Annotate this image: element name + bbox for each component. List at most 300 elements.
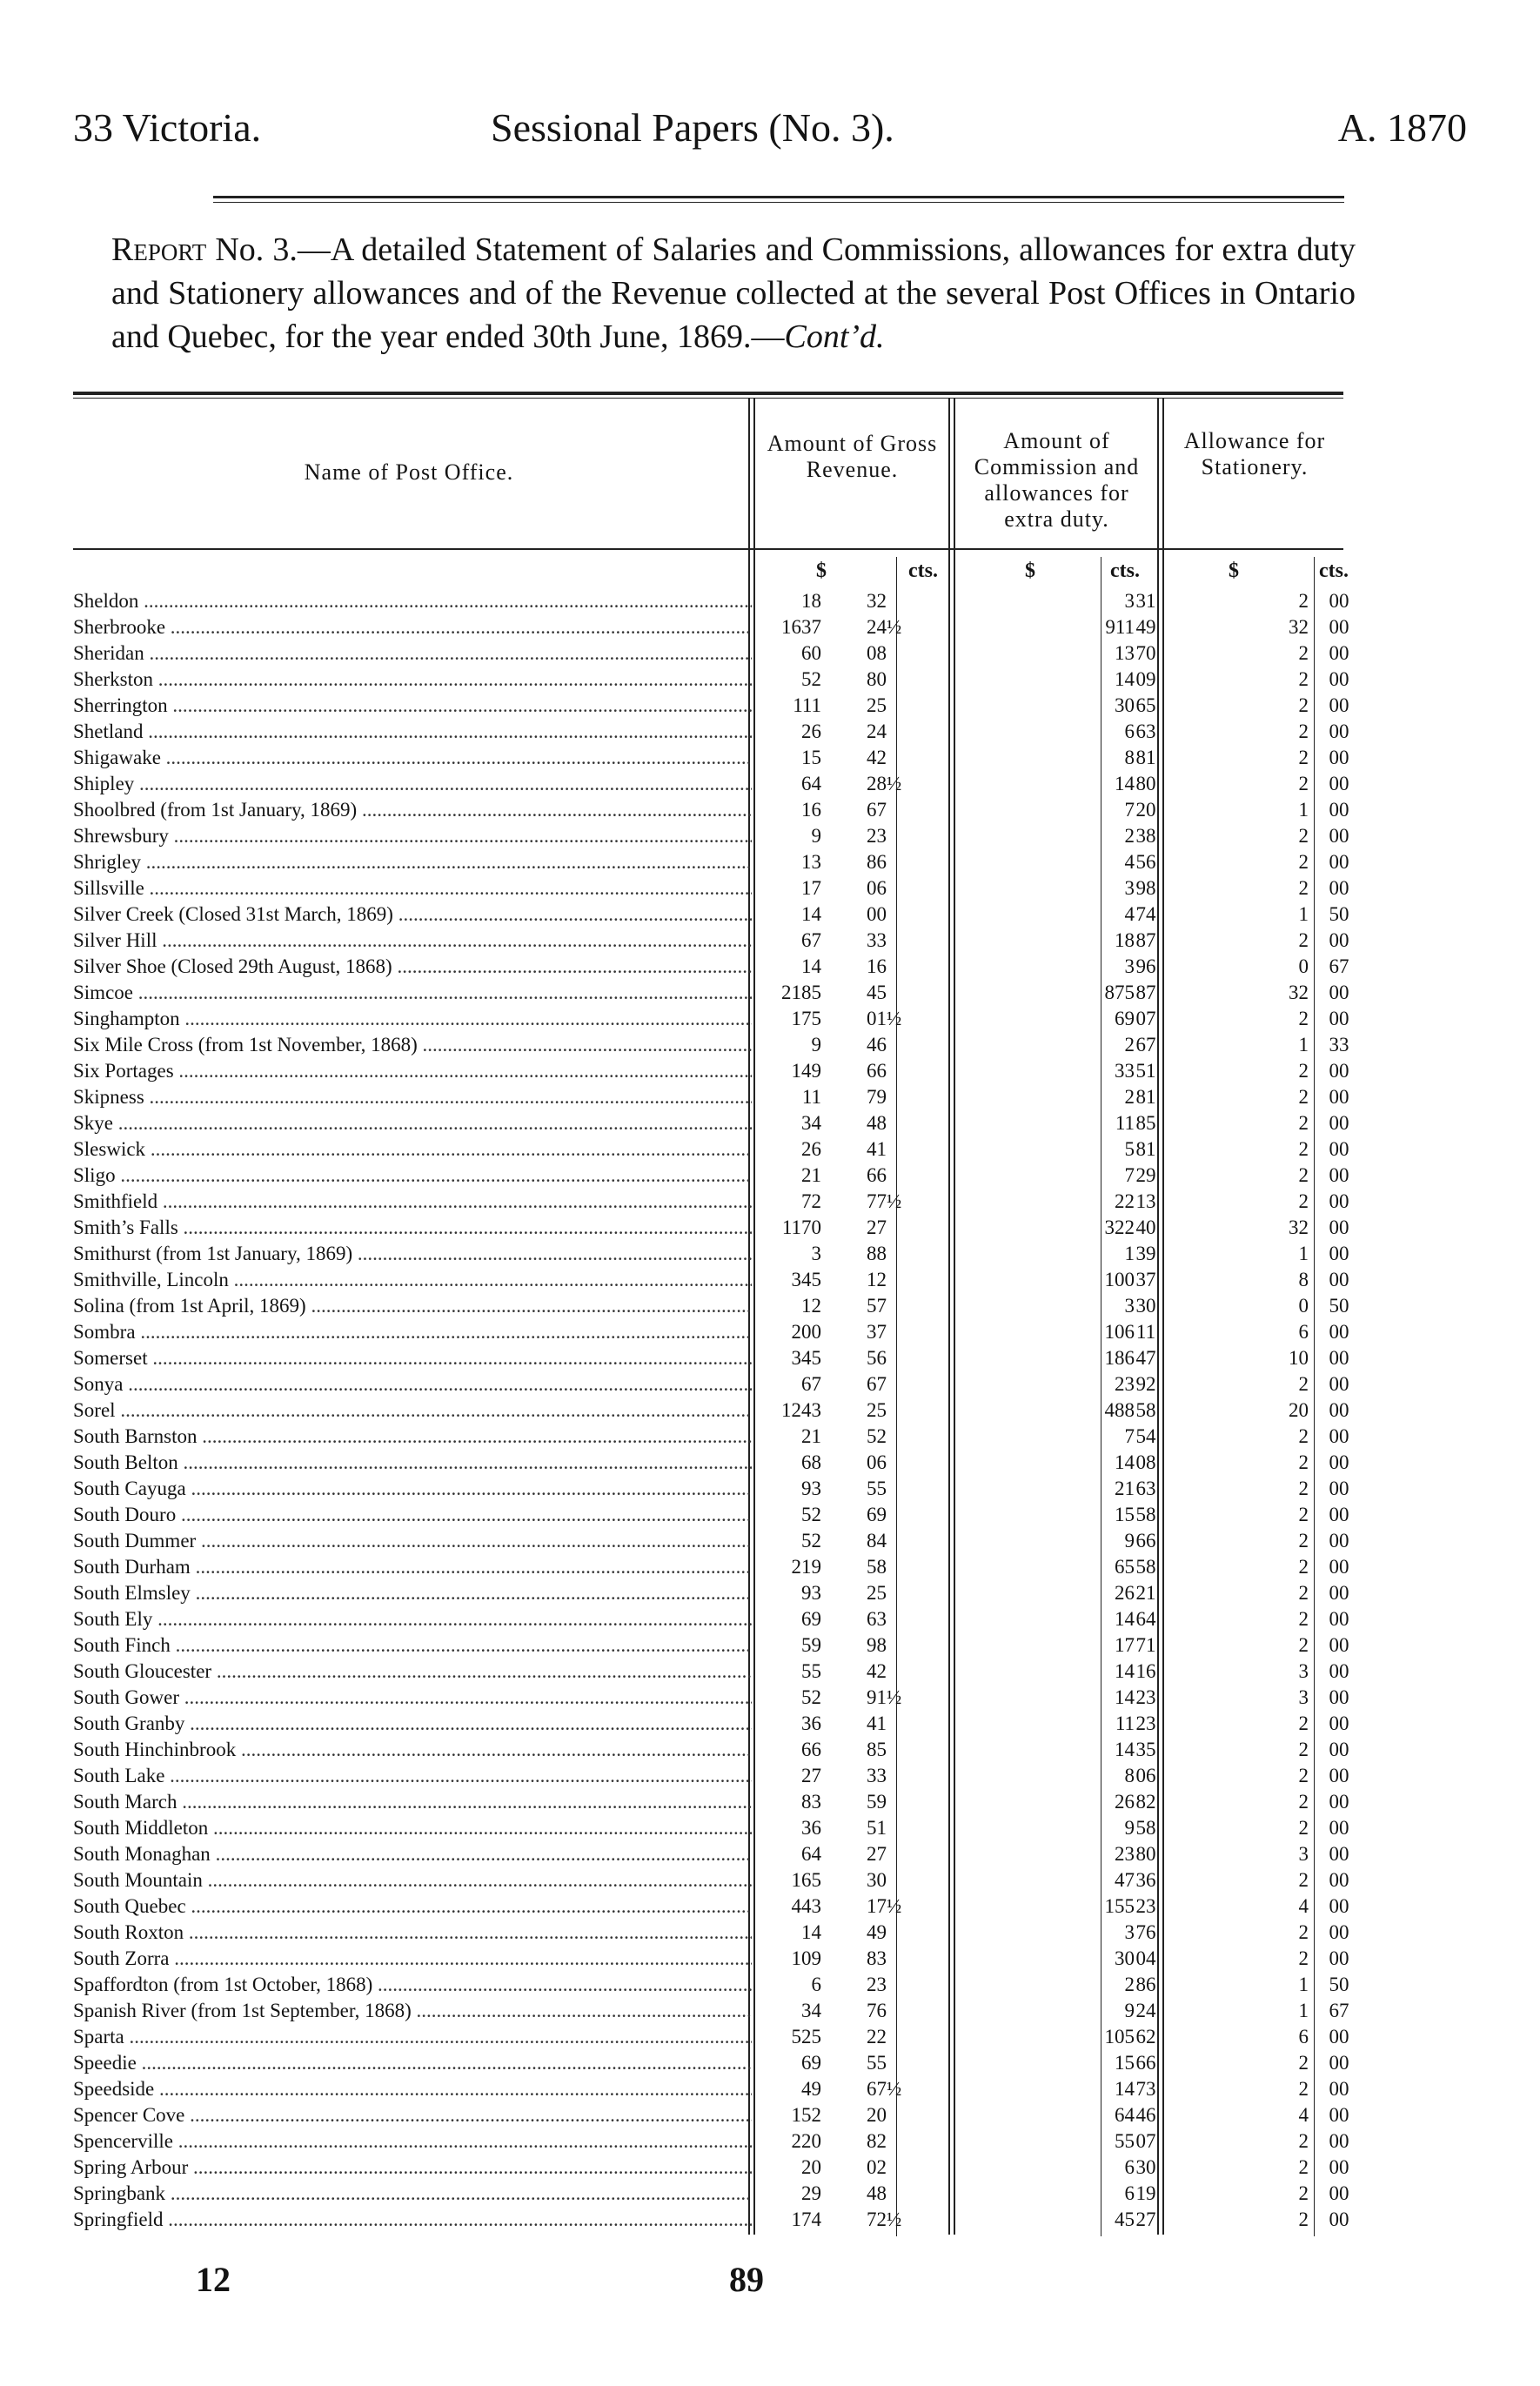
gross-revenue-cents: 84 [867, 1530, 887, 1552]
commission-dollars: 7 [1124, 799, 1135, 821]
post-office-name: South Belton ..... [73, 1451, 752, 1474]
post-office-name: South Hinchinbrook ..... [73, 1739, 752, 1761]
gross-revenue-dollars: 15 [801, 747, 821, 768]
gross-revenue-cents: 24½ [867, 616, 902, 638]
stationery-cents: 00 [1329, 1791, 1349, 1813]
gross-revenue-cents: 41 [867, 1712, 887, 1734]
commission-cents: 46 [1135, 2104, 1156, 2126]
commission-dollars: 30 [1115, 694, 1135, 716]
gross-revenue-dollars: 36 [801, 1712, 821, 1734]
stationery-cents: 00 [1329, 1347, 1349, 1369]
stationery-dollars: 2 [1298, 2182, 1309, 2204]
report-heading [111, 228, 1356, 359]
table-row [73, 927, 1349, 953]
stationery-cents: 00 [1329, 1321, 1349, 1343]
table-row [73, 666, 1349, 692]
stationery-cents: 00 [1329, 1712, 1349, 1734]
post-office-name: Silver Creek (Closed 31st March, 1869) ..... [73, 903, 752, 926]
stationery-dollars: 1 [1298, 2000, 1309, 2021]
gross-revenue-dollars: 60 [801, 642, 821, 664]
commission-cents: 66 [1135, 1530, 1156, 1552]
stationery-dollars: 2 [1298, 668, 1309, 690]
gross-revenue-dollars: 21 [801, 1425, 821, 1447]
commission-dollars: 2 [1124, 1974, 1135, 1995]
stationery-dollars: 2 [1298, 1530, 1309, 1552]
gross-revenue-cents: 12 [867, 1269, 887, 1290]
stationery-dollars: 2 [1298, 929, 1309, 951]
commission-dollars: 14 [1115, 1739, 1135, 1760]
table-row [73, 822, 1349, 848]
commission-dollars: 2 [1124, 1086, 1135, 1108]
commission-dollars: 4 [1124, 903, 1135, 925]
gross-revenue-dollars: 67 [801, 1373, 821, 1395]
commission-cents: 73 [1135, 2078, 1156, 2100]
post-office-name: South Monaghan ..... [73, 1843, 752, 1866]
gross-revenue-dollars: 52 [801, 1530, 821, 1552]
post-office-name: Spring Arbour ..... [73, 2156, 752, 2179]
stationery-dollars: 1 [1298, 1034, 1309, 1056]
gross-revenue-cents: 79 [867, 1086, 887, 1108]
commission-cents: 86 [1135, 1974, 1156, 1995]
gross-revenue-dollars: 67 [801, 929, 821, 951]
stationery-cents: 00 [1329, 929, 1349, 951]
commission-dollars: 155 [1104, 1895, 1135, 1917]
commission-cents: 63 [1135, 720, 1156, 742]
gross-revenue-cents: 91½ [867, 1686, 902, 1708]
commission-dollars: 15 [1115, 2052, 1135, 2074]
commission-cents: 04 [1135, 1947, 1156, 1969]
commission-cents: 54 [1135, 1425, 1156, 1447]
stationery-dollars: 1 [1298, 903, 1309, 925]
commission-cents: 56 [1135, 851, 1156, 873]
post-office-name: South Zorra ..... [73, 1947, 752, 1970]
table-row [73, 1266, 1349, 1292]
stationery-dollars: 32 [1289, 982, 1309, 1003]
col-head-name: Name of Post Office. [304, 459, 514, 485]
commission-cents: 23 [1135, 1686, 1156, 1708]
commission-cents: 49 [1135, 616, 1156, 638]
commission-cents: 23 [1135, 1895, 1156, 1917]
stationery-dollars: 2 [1298, 1190, 1309, 1212]
gross-revenue-dollars: 9 [811, 1034, 821, 1056]
gross-revenue-dollars: 345 [791, 1269, 821, 1290]
commission-dollars: 5 [1124, 1138, 1135, 1160]
post-office-name: Speedside ..... [73, 2078, 752, 2101]
gross-revenue-dollars: 3 [811, 1243, 821, 1264]
commission-dollars: 322 [1104, 1216, 1135, 1238]
table-row [73, 979, 1349, 1005]
gross-revenue-cents: 00 [867, 903, 887, 925]
commission-dollars: 4 [1124, 851, 1135, 873]
stationery-dollars: 2 [1298, 1086, 1309, 1108]
post-office-name: Sheridan ..... [73, 642, 752, 665]
gross-revenue-cents: 66 [867, 1060, 887, 1082]
table-row [73, 2101, 1349, 2128]
commission-dollars: 3 [1124, 877, 1135, 899]
commission-cents: 64 [1135, 1608, 1156, 1630]
header-center: Sessional Papers (No. 3). [491, 105, 894, 150]
gross-revenue-cents: 48 [867, 2182, 887, 2204]
commission-dollars: 8 [1124, 1765, 1135, 1786]
gross-revenue-dollars: 26 [801, 720, 821, 742]
stationery-dollars: 10 [1289, 1347, 1309, 1369]
commission-dollars: 64 [1115, 2104, 1135, 2126]
table-row [73, 1840, 1349, 1867]
commission-dollars: 14 [1115, 668, 1135, 690]
gross-revenue-dollars: 20 [801, 2156, 821, 2178]
table-row [73, 2180, 1349, 2206]
stationery-dollars: 32 [1289, 1216, 1309, 1238]
stationery-dollars: 2 [1298, 1817, 1309, 1839]
table-row [73, 744, 1349, 770]
table-row [73, 640, 1349, 666]
col-head-stationery: Allowance for Stationery. [1183, 428, 1326, 479]
table-row [73, 1501, 1349, 1527]
stationery-cents: 50 [1329, 1974, 1349, 1995]
commission-dollars: 2 [1124, 825, 1135, 847]
table-row [73, 1423, 1349, 1449]
post-office-name: Sombra ..... [73, 1321, 752, 1344]
stationery-cents: 00 [1329, 2156, 1349, 2178]
gross-revenue-cents: 83 [867, 1947, 887, 1969]
gross-revenue-dollars: 13 [801, 851, 821, 873]
table-row [73, 1057, 1349, 1083]
commission-cents: 09 [1135, 668, 1156, 690]
stationery-dollars: 0 [1298, 1295, 1309, 1317]
gross-revenue-cents: 88 [867, 1243, 887, 1264]
post-office-name: South Gower ..... [73, 1686, 752, 1709]
gross-revenue-dollars: 66 [801, 1739, 821, 1760]
stationery-cents: 00 [1329, 747, 1349, 768]
gross-revenue-cents: 01½ [867, 1008, 902, 1029]
stationery-dollars: 1 [1298, 799, 1309, 821]
commission-dollars: 3 [1124, 1921, 1135, 1943]
gross-revenue-cents: 37 [867, 1321, 887, 1343]
report-cont: Cont’d. [784, 318, 885, 355]
post-office-name: South Granby ..... [73, 1712, 752, 1735]
gross-revenue-cents: 80 [867, 668, 887, 690]
gross-revenue-cents: 49 [867, 1921, 887, 1943]
post-office-name: Sparta ..... [73, 2026, 752, 2048]
commission-dollars: 488 [1104, 1399, 1135, 1421]
table-row [73, 1736, 1349, 1762]
gross-revenue-dollars: 11 [801, 1086, 821, 1108]
table-row [73, 1005, 1349, 1031]
commission-cents: 08 [1135, 1451, 1156, 1473]
gross-revenue-cents: 06 [867, 877, 887, 899]
gross-dollar: $ [816, 560, 827, 582]
post-office-name: South Quebec ..... [73, 1895, 752, 1918]
stationery-dollars: 2 [1298, 1556, 1309, 1578]
table-row [73, 1162, 1349, 1188]
gross-revenue-cents: 59 [867, 1791, 887, 1813]
gross-revenue-dollars: 345 [791, 1347, 821, 1369]
post-office-name: South Ely ..... [73, 1608, 752, 1631]
stationery-cents: 00 [1329, 720, 1349, 742]
table-row [73, 848, 1349, 875]
gross-revenue-dollars: 59 [801, 1634, 821, 1656]
post-office-name: South Douro ..... [73, 1504, 752, 1526]
commission-dollars: 9 [1124, 1530, 1135, 1552]
header-left: 33 Victoria. [73, 105, 262, 150]
gross-revenue-dollars: 1637 [781, 616, 821, 638]
post-office-name: Smithurst (from 1st January, 1869) ..... [73, 1243, 752, 1265]
gross-revenue-cents: 98 [867, 1634, 887, 1656]
commission-dollars: 8 [1124, 747, 1135, 768]
commission-dollars: 105 [1104, 2026, 1135, 2048]
stationery-cents: 33 [1329, 1034, 1349, 1056]
gross-revenue-dollars: 149 [791, 1060, 821, 1082]
stationery-dollars: 2 [1298, 720, 1309, 742]
commission-dollars: 6 [1124, 2182, 1135, 2204]
post-office-name: South Barnston ..... [73, 1425, 752, 1448]
commission-cents: 82 [1135, 1791, 1156, 1813]
table-row [73, 2154, 1349, 2180]
gross-revenue-cents: 63 [867, 1608, 887, 1630]
table-row [73, 770, 1349, 796]
commission-dollars: 14 [1115, 1451, 1135, 1473]
commission-cents: 38 [1135, 825, 1156, 847]
stationery-dollars: 8 [1298, 1269, 1309, 1290]
stationery-dollars: 2 [1298, 1765, 1309, 1786]
stationery-dollars: 2 [1298, 1504, 1309, 1525]
stationery-cents: 00 [1329, 2208, 1349, 2230]
post-office-name: Skipness ..... [73, 1086, 752, 1109]
header-rule-bottom [213, 202, 1344, 203]
commission-cents: 76 [1135, 1921, 1156, 1943]
table-row [73, 1031, 1349, 1057]
commission-dollars: 6 [1124, 2156, 1135, 2178]
post-office-name: Sillsville ..... [73, 877, 752, 900]
post-office-name: South Cayuga ..... [73, 1478, 752, 1500]
commission-cents: 80 [1135, 1843, 1156, 1865]
post-office-name: Smithville, Lincoln ..... [73, 1269, 752, 1291]
stationery-cents: 50 [1329, 1295, 1349, 1317]
gross-revenue-dollars: 12 [801, 1295, 821, 1317]
gross-revenue-dollars: 21 [801, 1164, 821, 1186]
gross-revenue-dollars: 64 [801, 1843, 821, 1865]
stationery-cents: 00 [1329, 1817, 1349, 1839]
table-row [73, 1136, 1349, 1162]
gross-revenue-cents: 55 [867, 2052, 887, 2074]
stationery-dollars: 6 [1298, 2026, 1309, 2048]
stationery-dollars: 2 [1298, 825, 1309, 847]
post-office-name: South Mountain ..... [73, 1869, 752, 1892]
stationery-cents: 00 [1329, 799, 1349, 821]
stationery-dollars: 6 [1298, 1321, 1309, 1343]
gross-revenue-dollars: 111 [793, 694, 821, 716]
commission-cents: 74 [1135, 903, 1156, 925]
post-office-name: Spencer Cove ..... [73, 2104, 752, 2127]
table-row [73, 875, 1349, 901]
gross-revenue-cents: 41 [867, 1138, 887, 1160]
gross-revenue-cents: 82 [867, 2130, 887, 2152]
post-office-name: Solina (from 1st April, 1869) ..... [73, 1295, 752, 1317]
post-office-name: South Middleton ..... [73, 1817, 752, 1840]
stationery-cents: 00 [1329, 1112, 1349, 1134]
commission-dollars: 1 [1124, 1243, 1135, 1264]
gross-revenue-dollars: 72 [801, 1190, 821, 1212]
stationery-dollars: 2 [1298, 1373, 1309, 1395]
stationery-cents: 00 [1329, 877, 1349, 899]
stationery-cents: 00 [1329, 642, 1349, 664]
stationery-cents: 00 [1329, 2130, 1349, 2152]
stationery-dollars: 2 [1298, 1008, 1309, 1029]
table-row [73, 1814, 1349, 1840]
table-row [73, 901, 1349, 927]
post-office-name: Sligo ..... [73, 1164, 752, 1187]
commission-dollars: 13 [1115, 642, 1135, 664]
commission-cents: 67 [1135, 1034, 1156, 1056]
gross-revenue-cents: 51 [867, 1817, 887, 1839]
gross-revenue-dollars: 219 [791, 1556, 821, 1578]
stationery-cents: 00 [1329, 1190, 1349, 1212]
gross-revenue-dollars: 49 [801, 2078, 821, 2100]
gross-revenue-cents: 67½ [867, 2078, 902, 2100]
stationery-dollars: 2 [1298, 1138, 1309, 1160]
table-row [73, 1449, 1349, 1475]
stationery-cents: 00 [1329, 668, 1349, 690]
post-office-name: Shipley ..... [73, 773, 752, 795]
stationery-cents: 00 [1329, 1243, 1349, 1264]
post-office-name: Shrewsbury ..... [73, 825, 752, 848]
commission-cents: 20 [1135, 799, 1156, 821]
stationery-cents: 00 [1329, 1451, 1349, 1473]
post-office-name: Silver Shoe (Closed 29th August, 1868) ..... [73, 955, 752, 978]
gross-revenue-dollars: 152 [791, 2104, 821, 2126]
gross-revenue-dollars: 93 [801, 1582, 821, 1604]
gross-revenue-cents: 24 [867, 720, 887, 742]
commission-cents: 63 [1135, 1478, 1156, 1499]
gross-revenue-dollars: 64 [801, 773, 821, 794]
stationery-cents: 00 [1329, 1269, 1349, 1290]
commission-cents: 81 [1135, 747, 1156, 768]
stationery-cents: 00 [1329, 1660, 1349, 1682]
table-row [73, 1083, 1349, 1109]
col-head-commission: Amount of Commission and allowances for extra duty. [974, 428, 1140, 532]
stationery-cents: 67 [1329, 2000, 1349, 2021]
stationery-cents: 00 [1329, 773, 1349, 794]
stationery-dollars: 32 [1289, 616, 1309, 638]
gross-revenue-cents: 25 [867, 1399, 887, 1421]
gross-revenue-cents: 16 [867, 955, 887, 977]
stationery-cents: 00 [1329, 2052, 1349, 2074]
gross-revenue-dollars: 68 [801, 1451, 821, 1473]
gross-revenue-dollars: 34 [801, 1112, 821, 1134]
stationery-dollars: 3 [1298, 1843, 1309, 1865]
post-office-name: Smith’s Falls ..... [73, 1216, 752, 1239]
stationery-cents: 00 [1329, 1869, 1349, 1891]
stationery-dollars: 2 [1298, 1608, 1309, 1630]
table-row [73, 1553, 1349, 1579]
stationery-dollars: 2 [1298, 1478, 1309, 1499]
commission-dollars: 3 [1124, 1295, 1135, 1317]
post-office-name: Skye ..... [73, 1112, 752, 1135]
post-office-name: South Finch ..... [73, 1634, 752, 1657]
commission-dollars: 14 [1115, 1660, 1135, 1682]
stationery-dollars: 2 [1298, 1164, 1309, 1186]
stationery-cents: 00 [1329, 1530, 1349, 1552]
table-row [73, 2128, 1349, 2154]
running-header [73, 104, 1467, 165]
stationery-cents: 00 [1329, 1086, 1349, 1108]
table-row [73, 613, 1349, 640]
report-label: Report [111, 231, 207, 268]
stationery-cents: 00 [1329, 2078, 1349, 2100]
post-office-name: Sleswick ..... [73, 1138, 752, 1161]
post-office-name: South Roxton ..... [73, 1921, 752, 1944]
commission-cents: 98 [1135, 877, 1156, 899]
gross-revenue-cents: 86 [867, 851, 887, 873]
stationery-dollars: 4 [1298, 1895, 1309, 1917]
gross-revenue-dollars: 29 [801, 2182, 821, 2204]
table-row [73, 1893, 1349, 1919]
gross-revenue-cents: 25 [867, 694, 887, 716]
table-row [73, 1397, 1349, 1423]
gross-revenue-cents: 72½ [867, 2208, 902, 2230]
gross-revenue-dollars: 109 [791, 1947, 821, 1969]
stationery-cents: 00 [1329, 1947, 1349, 1969]
gross-revenue-cents: 28½ [867, 773, 902, 794]
commission-cents: 36 [1135, 1869, 1156, 1891]
gross-revenue-cents: 33 [867, 1765, 887, 1786]
post-office-name: Shoolbred (from 1st January, 1869) ..... [73, 799, 752, 821]
commission-cents: 47 [1135, 1347, 1156, 1369]
commission-dollars: 911 [1105, 616, 1135, 638]
stationery-dollars: 2 [1298, 773, 1309, 794]
commission-cents: 31 [1135, 590, 1156, 612]
commission-cents: 62 [1135, 2026, 1156, 2048]
commission-cents: 23 [1135, 1712, 1156, 1734]
stationery-cents: 00 [1329, 1582, 1349, 1604]
table-row [73, 1188, 1349, 1214]
commission-dollars: 9 [1124, 2000, 1135, 2021]
stationery-cents: 00 [1329, 1373, 1349, 1395]
gross-revenue-dollars: 17 [801, 877, 821, 899]
commission-cents: 40 [1135, 1216, 1156, 1238]
stationery-cents: 00 [1329, 694, 1349, 716]
commission-cents: 92 [1135, 1373, 1156, 1395]
col-head-gross: Amount of Gross Revenue. [767, 431, 938, 482]
gross-revenue-cents: 32 [867, 590, 887, 612]
commission-cents: 21 [1135, 1582, 1156, 1604]
post-office-name: Spanish River (from 1st September, 1868) ..... [73, 2000, 752, 2022]
post-office-name: Sherkston ..... [73, 668, 752, 691]
gross-revenue-dollars: 83 [801, 1791, 821, 1813]
commission-dollars: 11 [1115, 1712, 1135, 1734]
table-row [73, 1710, 1349, 1736]
gross-revenue-cents: 46 [867, 1034, 887, 1056]
post-office-name: South Elmsley ..... [73, 1582, 752, 1605]
table-row [73, 1240, 1349, 1266]
gross-cents: cts. [908, 560, 938, 582]
table-row [73, 1109, 1349, 1136]
gross-revenue-cents: 66 [867, 1164, 887, 1186]
post-office-name: Sheldon ..... [73, 590, 752, 613]
table-row [73, 2023, 1349, 2049]
post-office-name: Shetland ..... [73, 720, 752, 743]
table-row [73, 718, 1349, 744]
post-office-name: South Gloucester ..... [73, 1660, 752, 1683]
table-row [73, 953, 1349, 979]
gross-revenue-cents: 55 [867, 1478, 887, 1499]
table-row [73, 692, 1349, 718]
stationery-dollars: 2 [1298, 2078, 1309, 2100]
commission-dollars: 33 [1115, 1060, 1135, 1082]
post-office-name: Sherbrooke ..... [73, 616, 752, 639]
stationery-dollars: 2 [1298, 590, 1309, 612]
table-row [73, 1318, 1349, 1344]
